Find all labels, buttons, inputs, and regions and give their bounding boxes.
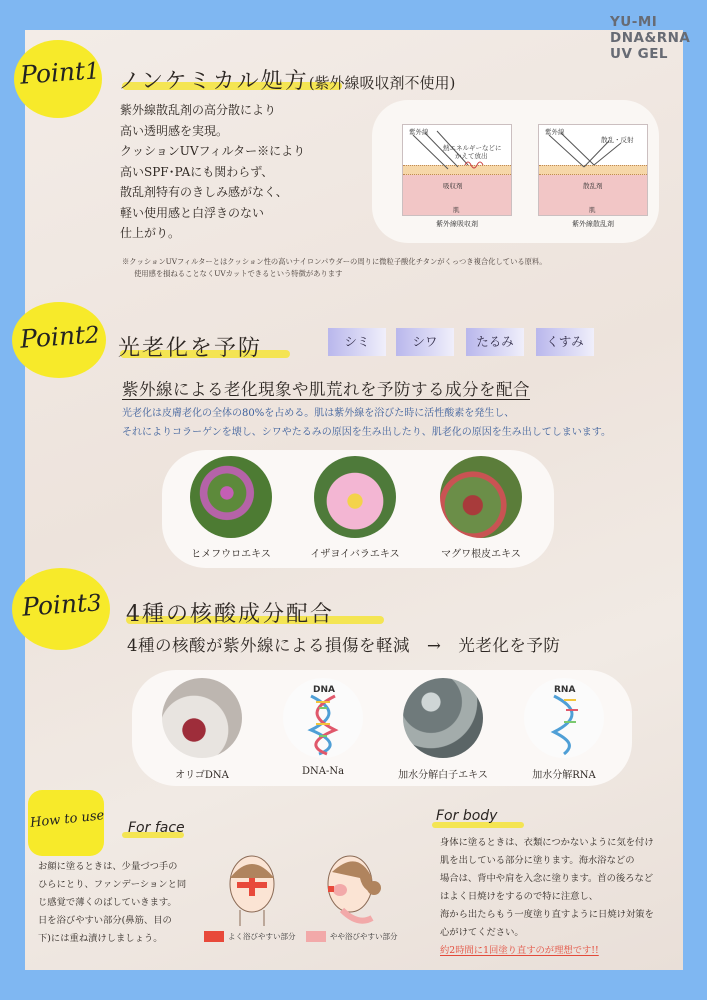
- point1-line: 軽い使用感と白浮きのない: [120, 205, 265, 220]
- body-line: 心がけてください。: [440, 927, 524, 938]
- point2-description-1: 光老化は皮膚老化の全体の80%を占める。肌は紫外線を浴びた時に活性酸素を発生し、: [122, 408, 515, 419]
- body-line: 肌を出している部分に塗ります。海水浴などの: [440, 855, 635, 866]
- scatter-reflect-label: 散乱・反射: [601, 136, 634, 144]
- point1-label-num: 1: [84, 58, 101, 86]
- milt-extract-image: [403, 678, 483, 758]
- uv-arrows-icon: [403, 125, 513, 217]
- point3-label-num: 3: [86, 590, 103, 618]
- point1-title-sub: (紫外線吸収剤不使用): [308, 74, 456, 92]
- point2-title: 光老化を予防: [118, 336, 263, 361]
- absorber-caption: 紫外線吸収剤: [436, 220, 478, 228]
- dna-na-image: [283, 678, 363, 758]
- face-line: 日を浴びやすい部分(鼻筋、目の: [38, 915, 172, 926]
- face-title: For face: [128, 820, 185, 836]
- milt-extract-caption: 加水分解白子エキス: [398, 770, 488, 781]
- point3-title: 4種の核酸成分配合: [126, 602, 334, 627]
- point2-description: [122, 404, 611, 442]
- body-instructions: [440, 834, 654, 960]
- face-line: じ感覚で薄くのばしていきます。: [38, 897, 177, 908]
- face-illustration: [212, 848, 392, 930]
- absorber-diagram: [402, 124, 512, 216]
- scatter-caption: 紫外線散乱剤: [572, 220, 614, 228]
- point2-label: [19, 319, 100, 353]
- face-line: 下)には重ね漬けしましょう。: [38, 933, 163, 944]
- point1-footnote-2: 使用感を損ねることなくUVカットできるという特徴があります: [134, 269, 343, 278]
- absorber-skin-label: 肌: [453, 206, 460, 214]
- mulberry-caption: マグワ根皮エキス: [441, 549, 521, 560]
- rna-strand-icon: [524, 678, 604, 758]
- body-line: はよく日焼けをするので特に注意し、: [440, 891, 599, 902]
- scatter-skin-label: 肌: [589, 206, 596, 214]
- absorber-heat-label-1: 熱エネルギーなどに: [443, 144, 502, 152]
- scatter-agent-label: 散乱剤: [583, 182, 603, 190]
- point1-line: 仕上がり。: [120, 226, 181, 240]
- brand-line-3: UV GEL: [610, 46, 669, 62]
- howto-label: How to use: [29, 808, 105, 831]
- point1-line: 散乱剤特有のきしみ感がなく、: [120, 185, 288, 199]
- legend-weak-label: やや浴びやすい部分: [330, 932, 398, 941]
- face-line: お顔に塗るときは、少量づつ手の: [38, 861, 178, 872]
- point1-body: [120, 100, 305, 244]
- point1-line: クッションUVフィルター※により: [120, 144, 306, 158]
- point3-label-text: Point: [21, 588, 88, 622]
- face-instructions: [38, 858, 186, 948]
- rna-caption: 加水分解RNA: [532, 770, 596, 781]
- rose-caption: イザヨイバラエキス: [310, 549, 400, 560]
- point1-line: 高い透明感を実現。: [120, 123, 229, 138]
- face-line: ひらにとり、ファンデーションと同: [38, 879, 187, 890]
- legend-weak-swatch: [306, 931, 326, 942]
- brand-line-2: DNA&RNA: [610, 30, 691, 46]
- dna-icon-label: DNA: [313, 685, 335, 695]
- point2-label-num: 2: [84, 322, 101, 350]
- oligo-dna-image: [162, 678, 242, 758]
- point1-footnote-1: ※クッションUVフィルターとはクッション性の高いナイロンパウダーの周りに微粒子酸化チタンがくっつき複合化している原料。: [122, 257, 547, 266]
- scatter-diagram: [538, 124, 648, 216]
- dna-na-caption: DNA-Na: [301, 766, 345, 777]
- scatter-uv-label: 紫外線: [545, 128, 565, 136]
- oligo-dna-caption: オリゴDNA: [175, 770, 229, 781]
- tag-sagging: たるみ: [466, 328, 524, 356]
- point2-label-text: Point: [19, 320, 86, 354]
- absorber-heat-label-2: かえて放出: [455, 152, 488, 160]
- legend-strong-label: よく浴びやすい部分: [228, 932, 296, 941]
- brand-logo: [610, 14, 702, 62]
- point2-description-2: それによりコラーゲンを壊し、シワやたるみの原因を生み出したり、肌老化の原因を生み出してしまいます。: [122, 427, 611, 438]
- tag-spots: シミ: [328, 328, 386, 356]
- rna-icon-label: RNA: [554, 685, 576, 695]
- legend-strong-swatch: [204, 931, 224, 942]
- point1-label-text: Point: [19, 56, 86, 90]
- point3-label: [21, 587, 102, 621]
- point1-line: 紫外線散乱剤の高分散により: [120, 103, 277, 117]
- tag-wrinkles: シワ: [396, 328, 454, 356]
- rna-image: [524, 678, 604, 758]
- body-warning: 約2時間に1回塗り直すのが理想です!!: [440, 945, 599, 956]
- body-line: 身体に塗るときは、衣類につかないように気を付け: [440, 837, 654, 848]
- body-title: For body: [436, 808, 498, 824]
- point2-subtitle: 紫外線による老化現象や肌荒れを予防する成分を配合: [122, 380, 530, 399]
- geranium-image: [190, 456, 272, 538]
- point1-line: 高いSPF･PAにも関わらず、: [120, 164, 274, 179]
- body-line: 海から出たらもう一度塗り直すように日焼け対策を: [440, 909, 654, 920]
- rose-image: [314, 456, 396, 538]
- absorber-uv-label: 紫外線: [409, 128, 429, 136]
- point1-title-main: ノンケミカル処方: [118, 69, 309, 94]
- geranium-caption: ヒメフウロエキス: [191, 549, 271, 560]
- tag-dullness: くすみ: [536, 328, 594, 356]
- point1-title: [118, 64, 455, 95]
- absorber-agent-label: 吸収剤: [443, 182, 463, 190]
- brand-line-1: YU-MI: [610, 14, 658, 30]
- dna-helix-icon: [283, 678, 363, 758]
- point1-footnote: [122, 256, 547, 280]
- mulberry-image: [440, 456, 522, 538]
- point1-label: [19, 55, 100, 89]
- body-line: 場合は、背中や肩を入念に塗ります。首の後ろなど: [440, 873, 654, 884]
- point3-subtitle: 4種の核酸が紫外線による損傷を軽減 → 光老化を予防: [127, 636, 561, 655]
